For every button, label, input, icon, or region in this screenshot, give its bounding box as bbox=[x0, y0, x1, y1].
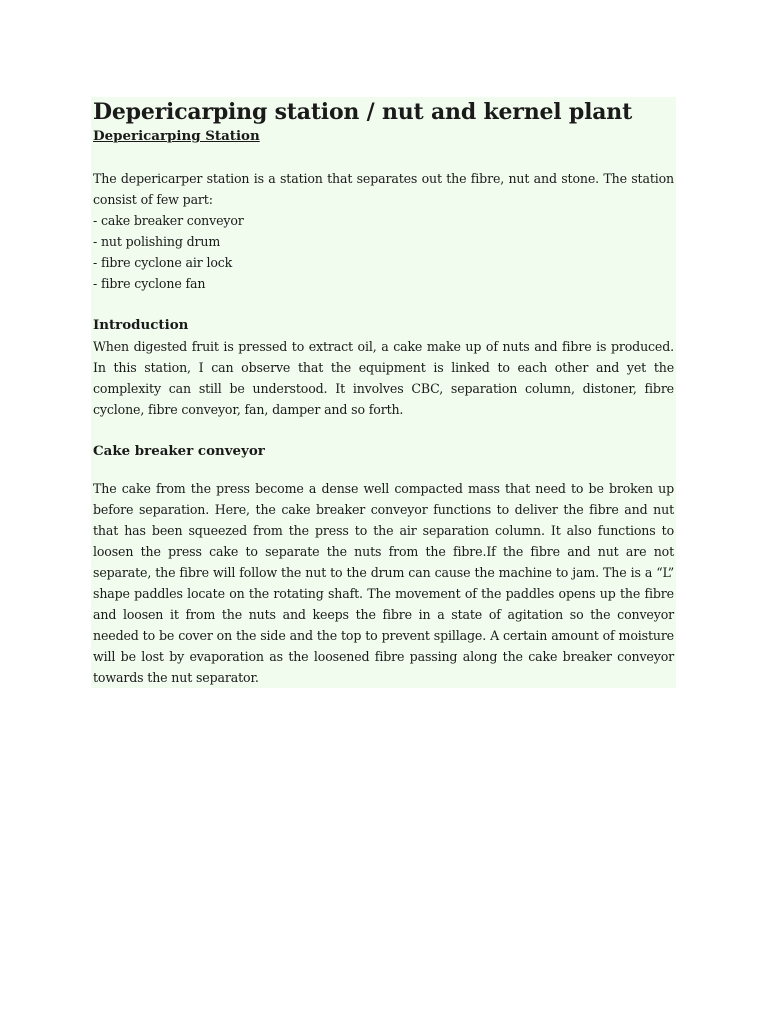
list-item: - cake breaker conveyor bbox=[93, 213, 244, 228]
list-item: - nut polishing drum bbox=[93, 234, 221, 249]
document-content bbox=[91, 97, 676, 688]
document-title: Depericarping station / nut and kernel plant bbox=[93, 99, 633, 125]
introduction-heading: Introduction bbox=[93, 317, 189, 333]
parts-list bbox=[93, 210, 674, 294]
cake-breaker-body: The cake from the press become a dense well compacted mass that need to be broken up before separation. Here, the cake breaker conveyor functions to deliver the fibre and nut that has been squeezed from the press to the air separation column. It also functions to loosen the press cake to separate the nuts from the fibre.If the fibre and nut are not separate, the fibre will follow the nut to the drum can cause the machine to jam. The is a “L” shape paddles locate on the rotating shaft. The movement of the paddles opens up the fibre and loosen it from the nuts and keeps the fibre in a state of agitation so the conveyor needed to be cover on the side and the top to prevent spillage. A certain amount of moisture will be lost by evaporation as the loosened fibre passing along the cake breaker conveyor towards the nut separator. bbox=[93, 481, 674, 685]
section-subtitle: Depericarping Station bbox=[93, 128, 260, 144]
spacer bbox=[93, 420, 674, 441]
intro-paragraph: The depericarper station is a station that separates out the fibre, nut and stone. The station consist of few part: bbox=[93, 171, 674, 207]
spacer bbox=[93, 462, 674, 478]
list-item: - fibre cyclone fan bbox=[93, 276, 206, 291]
cake-breaker-heading: Cake breaker conveyor bbox=[93, 443, 265, 459]
list-item: - fibre cyclone air lock bbox=[93, 255, 233, 270]
spacer bbox=[93, 294, 674, 315]
introduction-body: When digested fruit is pressed to extract oil, a cake make up of nuts and fibre is produced. In this station, I can observe that the equipment is linked to each other and yet the complexity can still be understood. It involves CBC, separation column, distoner, fibre cyclone, fibre conveyor, fan, damper and so forth. bbox=[93, 339, 674, 417]
